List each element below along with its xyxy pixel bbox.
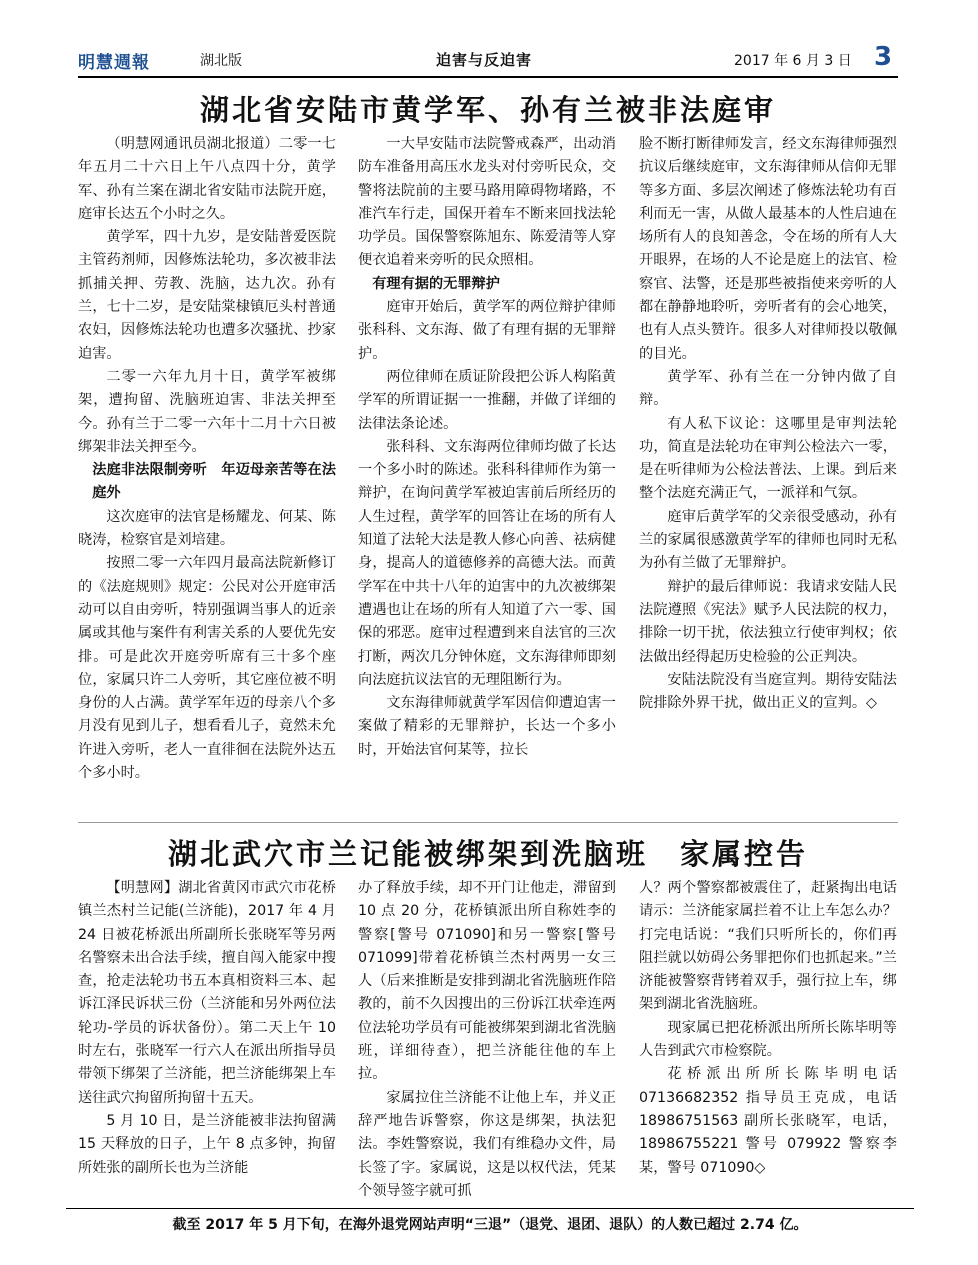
- article2-column-3: [639, 877, 897, 1180]
- paragraph: 花桥派出所所长陈毕明电话 07136682352 指导员王克成，电话 18986751563 副所长张晓军，电话，18986755221 警号 079922 警察李某，警号 071090◇: [639, 1066, 897, 1176]
- article1-column-1: [78, 133, 336, 785]
- paragraph: 【明慧网】湖北省黄冈市武穴市花桥镇兰杰村兰记能(兰济能)，2017 年 4 月 24 日被花桥派出所副所长张晓军等另两名警察未出合法手续，擅自闯入能家中搜查，抢走法轮功书五本真相资料三本、起诉江泽民诉状三份（兰济能和另外两位法轮功-学员的诉状备份）。第二天上午 10 时左右，张晓军一行六人在派出所指导员带领下绑架了兰济能，把兰济能绑架上车送往武穴拘留所拘留十五天。: [78, 880, 336, 1106]
- article-divider: [78, 822, 898, 823]
- paragraph: 按照二零一六年四月最高法院新修订的《法庭规则》规定：公民对公开庭审活动可以自由旁听，特别强调当事人的近亲属或其他与案件有利害关系的人要优先安排。可是此次开庭旁听席有三十多个座位，家属只许二人旁听，其它座位被不明身份的人占满。黄学军年迈的母亲八个多月没有见到儿子，想看看儿子，竟然未允许进入旁听，老人一直徘徊在法院外达五个多小时。: [78, 555, 336, 782]
- masthead: 明慧週報: [78, 53, 150, 73]
- paragraph: 庭审后黄学军的父亲很受感动，孙有兰的家属很感激黄学军的律师也同时无私为孙有兰做了无罪辩护。: [639, 508, 897, 572]
- paragraph: 黄学军，四十九岁，是安陆普爱医院主管药剂师，因修炼法轮功，多次被非法抓捕关押、劳教、洗脑，达九次。孙有兰，七十二岁，是安陆棠棣镇厄头村普通农妇，因修炼法轮功也遭多次骚扰、抄家迫害。: [78, 229, 336, 362]
- article1-subhead-2: 有理有据的无罪辩护: [372, 275, 500, 292]
- paragraph: 安陆法院没有当庭宣判。期待安陆法院排除外界干扰，做出正义的宣判。◇: [639, 671, 897, 712]
- paragraph: 一大早安陆市法院警戒森严，出动消防车准备用高压水龙头对付旁听民众，交警将法院前的主要马路用障碍物堵路，不准汽车行走，国保开着车不断来回找法轮功学员。国保警察陈旭东、陈爱清等人穿便衣追着来旁听的民众照相。: [358, 136, 616, 269]
- article1-subhead-1: 法庭非法限制旁听 年迈母亲苦等在法庭外: [92, 462, 336, 502]
- article2-title: 湖北武穴市兰记能被绑架到洗脑班 家属控告: [167, 837, 808, 871]
- paragraph: 这次庭审的法官是杨耀龙、何某、陈晓涛，检察官是刘培建。: [78, 508, 336, 549]
- paragraph: （明慧网通讯员湖北报道）二零一七年五月二十六日上午八点四十分，黄学军、孙有兰案在湖北省安陆市法院开庭，庭审长达五个小时之久。: [78, 136, 336, 222]
- section-title: 迫害与反迫害: [436, 51, 533, 69]
- paragraph: 5 月 10 日，是兰济能被非法拘留满 15 天释放的日子，上午 8 点多钟，拘留所姓张的副所长也为兰济能: [78, 1112, 336, 1176]
- paragraph: 庭审开始后，黄学军的两位辩护律师张科科、文东海、做了有理有据的无罪辩护。: [358, 299, 616, 362]
- paragraph: 有人私下议论：这哪里是审判法轮功，简直是法轮功在审判公检法六一零，是在听律师为公检法普法、上课。到后来整个法庭充满正气，一派祥和气氛。: [639, 415, 897, 502]
- paragraph: 两位律师在质证阶段把公诉人构陷黄学军的所谓证据一一推翻，并做了详细的法律法条论述。: [358, 368, 616, 432]
- footer-rule: [66, 1208, 914, 1209]
- paragraph: 办了释放手续，却不开门让他走，滞留到 10 点 20 分，花桥镇派出所自称姓李的警察[警号 071090]和另一警察[警号 071099]带着花桥镇兰杰村两男一女三人（后来推断是安排到湖北省洗脑班作陪教的，前不久因搜出的三份诉江状牵连两位法轮功学员有可能被绑架到湖北省洗脑班，详细待查），把兰济能往他的车上拉。: [358, 880, 616, 1083]
- edition-label: 湖北版: [200, 53, 242, 69]
- page-number: 3: [874, 42, 893, 72]
- footer-notice: 截至 2017 年 5 月下旬，在海外退党网站声明“三退”（退党、退团、退队）的人数已超过 2.74 亿。: [172, 1217, 808, 1233]
- issue-date: 2017 年 6 月 3 日: [734, 53, 852, 69]
- article1-column-2: [358, 133, 616, 762]
- paragraph: 家属拉住兰济能不让他上车，并义正辞严地告诉警察，你这是绑架，执法犯法。李姓警察说，我们有维稳办文件，局长签了字。家属说，这是以权代法，凭某个领导签字就可抓: [358, 1089, 616, 1199]
- article2-column-2: [358, 877, 616, 1203]
- paragraph: 文东海律师就黄学军因信仰遭迫害一案做了精彩的无罪辩护，长达一个多小时，开始法官何某等，拉长: [358, 695, 616, 758]
- article1-title: 湖北省安陆市黄学军、孙有兰被非法庭审: [199, 93, 776, 127]
- paragraph: 脸不断打断律师发言，经文东海律师强烈抗议后继续庭审，文东海律师从信仰无罪等多方面、多层次阐述了修炼法轮功有百利而无一害，从做人最基本的人性启迪在场所有人的良知善念，令在场的所有人大开眼界，在场的人不论是庭上的法官、检察官、法警，还是那些被指使来旁听的人都在静静地聆听，旁听者有的会心地笑，也有人点头赞许。很多人对律师投以敬佩的目光。: [639, 136, 897, 362]
- paragraph: 黄学军、孙有兰在一分钟内做了自辩。: [639, 368, 897, 409]
- paragraph: 辩护的最后律师说：我请求安陆人民法院遵照《宪法》赋予人民法院的权力，排除一切干扰，依法独立行使审判权；依法做出经得起历史检验的公正判决。: [639, 578, 897, 665]
- page-header: [78, 42, 898, 78]
- article1-column-3: [639, 133, 897, 715]
- article2-column-1: [78, 877, 336, 1180]
- paragraph: 二零一六年九月十日，黄学军被绑架，遭拘留、洗脑班迫害、非法关押至今。孙有兰于二零一六年十二月十六日被绑架非法关押至今。: [78, 368, 336, 455]
- paragraph: 人？两个警察都被震住了，赶紧掏出电话请示：兰济能家属拦着不让上车怎么办？打完电话说：“我们只听所长的，你们再阻拦就以妨碍公务罪把你们也抓起来。”兰济能被警察背铐着双手，强行拉上车，绑架到湖北省洗脑班。: [639, 880, 897, 1013]
- paragraph: 张科科、文东海两位律师均做了长达一个多小时的陈述。张科科律师作为第一辩护，在询问黄学军被迫害前后所经历的人生过程，黄学军的回答让在场的所有人知道了法轮大法是教人修心向善、祛病健身，提高人的道德修养的高德大法。而黄学军在中共十八年的迫害中的九次被绑架遭遇也让在场的所有人知道了六一零、国保的邪恶。庭审过程遭到来自法官的三次打断，两次几分钟休庭，文东海律师即刻向法庭抗议法官的无理阻断行为。: [358, 438, 616, 688]
- paragraph: 现家属已把花桥派出所所长陈毕明等人告到武穴市检察院。: [639, 1019, 897, 1060]
